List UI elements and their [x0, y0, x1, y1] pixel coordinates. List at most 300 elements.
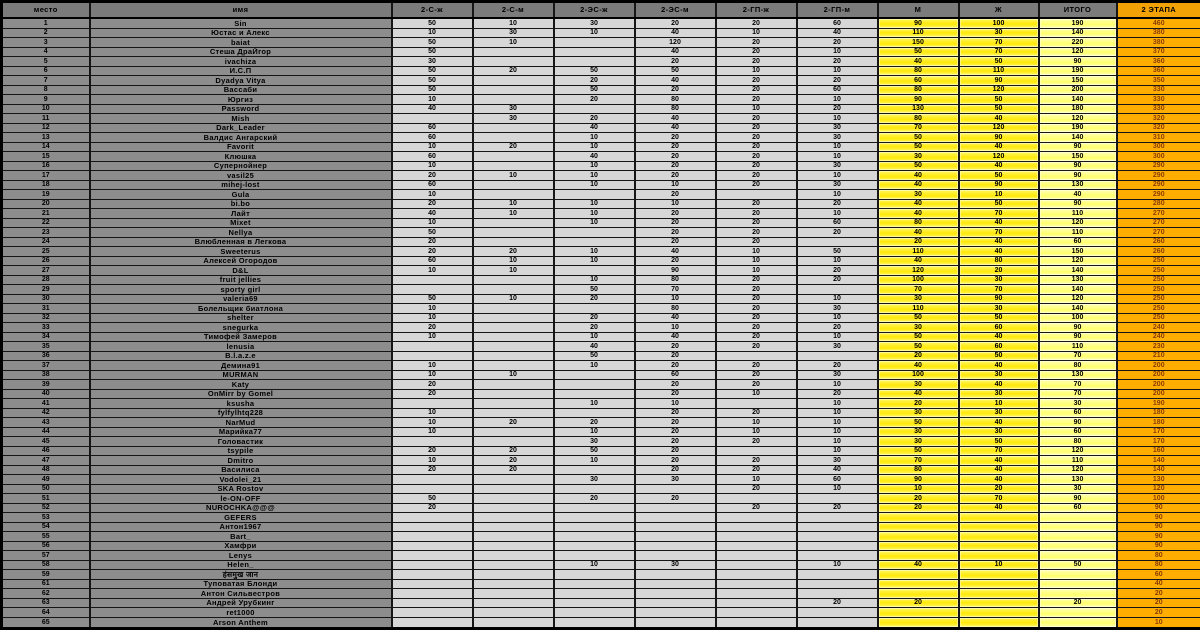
cell-stage-score[interactable] — [554, 541, 635, 551]
cell-total[interactable]: 120 — [1039, 294, 1117, 304]
cell-total[interactable]: 130 — [1039, 275, 1117, 285]
cell-stage-score[interactable]: 10 — [797, 427, 878, 437]
cell-place[interactable]: 49 — [2, 475, 90, 485]
cell-women-total[interactable] — [959, 579, 1039, 589]
cell-total[interactable]: 140 — [1039, 95, 1117, 105]
cell-stage-score[interactable]: 20 — [716, 465, 797, 475]
cell-stage-score[interactable]: 20 — [716, 161, 797, 171]
cell-name[interactable]: Тимофей Замеров — [90, 332, 392, 342]
cell-name[interactable]: Nellya — [90, 228, 392, 238]
cell-two-stage-total[interactable]: 140 — [1117, 465, 1200, 475]
cell-place[interactable]: 44 — [2, 427, 90, 437]
cell-stage-score[interactable]: 20 — [635, 427, 716, 437]
cell-two-stage-total[interactable]: 290 — [1117, 190, 1200, 200]
cell-stage-score[interactable] — [473, 76, 554, 86]
cell-total[interactable]: 140 — [1039, 28, 1117, 38]
cell-men-total[interactable]: 120 — [878, 266, 959, 276]
cell-stage-score[interactable] — [392, 541, 473, 551]
cell-two-stage-total[interactable]: 60 — [1117, 570, 1200, 580]
cell-stage-score[interactable] — [554, 47, 635, 57]
cell-stage-score[interactable]: 20 — [716, 408, 797, 418]
cell-place[interactable]: 9 — [2, 95, 90, 105]
cell-stage-score[interactable]: 20 — [635, 18, 716, 28]
cell-men-total[interactable]: 80 — [878, 114, 959, 124]
cell-stage-score[interactable]: 10 — [554, 275, 635, 285]
cell-name[interactable]: Helen_ — [90, 560, 392, 570]
cell-name[interactable]: Стеша ДраЙгор — [90, 47, 392, 57]
cell-stage-score[interactable]: 20 — [716, 370, 797, 380]
cell-women-total[interactable]: 90 — [959, 133, 1039, 143]
cell-stage-score[interactable]: 10 — [554, 427, 635, 437]
cell-stage-score[interactable]: 20 — [716, 285, 797, 295]
cell-total[interactable]: 60 — [1039, 503, 1117, 513]
cell-name[interactable]: Антон1967 — [90, 522, 392, 532]
cell-stage-score[interactable]: 10 — [716, 475, 797, 485]
cell-total[interactable]: 120 — [1039, 256, 1117, 266]
cell-stage-score[interactable]: 30 — [392, 57, 473, 67]
cell-stage-score[interactable] — [473, 617, 554, 628]
cell-place[interactable]: 20 — [2, 199, 90, 209]
cell-place[interactable]: 39 — [2, 380, 90, 390]
cell-stage-score[interactable]: 10 — [473, 256, 554, 266]
cell-stage-score[interactable] — [392, 484, 473, 494]
cell-women-total[interactable]: 40 — [959, 218, 1039, 228]
cell-stage-score[interactable] — [554, 522, 635, 532]
cell-stage-score[interactable]: 20 — [716, 437, 797, 447]
cell-total[interactable]: 70 — [1039, 351, 1117, 361]
cell-stage-score[interactable]: 50 — [392, 76, 473, 86]
cell-stage-score[interactable]: 20 — [716, 332, 797, 342]
cell-stage-score[interactable]: 40 — [554, 123, 635, 133]
cell-stage-score[interactable]: 50 — [554, 285, 635, 295]
cell-stage-score[interactable] — [554, 38, 635, 48]
cell-name[interactable]: Katy — [90, 380, 392, 390]
cell-men-total[interactable] — [878, 532, 959, 542]
cell-stage-score[interactable]: 10 — [392, 418, 473, 428]
cell-name[interactable]: ret1000 — [90, 608, 392, 618]
cell-place[interactable]: 57 — [2, 551, 90, 561]
cell-two-stage-total[interactable]: 140 — [1117, 456, 1200, 466]
cell-name[interactable]: Sweeterus — [90, 247, 392, 257]
cell-women-total[interactable] — [959, 608, 1039, 618]
cell-stage-score[interactable]: 30 — [635, 475, 716, 485]
cell-stage-score[interactable]: 10 — [554, 133, 635, 143]
cell-two-stage-total[interactable]: 250 — [1117, 275, 1200, 285]
cell-stage-score[interactable]: 10 — [797, 313, 878, 323]
cell-stage-score[interactable] — [473, 560, 554, 570]
cell-stage-score[interactable] — [392, 522, 473, 532]
cell-total[interactable]: 60 — [1039, 427, 1117, 437]
cell-women-total[interactable]: 40 — [959, 503, 1039, 513]
cell-women-total[interactable]: 40 — [959, 332, 1039, 342]
cell-stage-score[interactable]: 90 — [635, 266, 716, 276]
cell-men-total[interactable]: 50 — [878, 133, 959, 143]
cell-stage-score[interactable]: 20 — [554, 95, 635, 105]
cell-stage-score[interactable]: 80 — [635, 304, 716, 314]
cell-men-total[interactable] — [878, 570, 959, 580]
cell-stage-score[interactable]: 10 — [797, 47, 878, 57]
cell-name[interactable]: mihej-lost — [90, 180, 392, 190]
cell-stage-score[interactable] — [473, 437, 554, 447]
cell-stage-score[interactable]: 10 — [635, 294, 716, 304]
cell-women-total[interactable]: 40 — [959, 456, 1039, 466]
cell-name[interactable]: Юстас и Алекс — [90, 28, 392, 38]
cell-stage-score[interactable] — [473, 570, 554, 580]
cell-name[interactable]: SKA Rostov — [90, 484, 392, 494]
cell-men-total[interactable]: 40 — [878, 180, 959, 190]
cell-stage-score[interactable] — [554, 484, 635, 494]
cell-men-total[interactable]: 30 — [878, 408, 959, 418]
cell-total[interactable]: 110 — [1039, 456, 1117, 466]
cell-women-total[interactable] — [959, 617, 1039, 628]
cell-stage-score[interactable]: 10 — [554, 28, 635, 38]
cell-two-stage-total[interactable]: 360 — [1117, 57, 1200, 67]
cell-stage-score[interactable]: 30 — [473, 28, 554, 38]
cell-total[interactable]: 130 — [1039, 475, 1117, 485]
cell-stage-score[interactable]: 20 — [554, 313, 635, 323]
cell-name[interactable]: Bart_ — [90, 532, 392, 542]
cell-total[interactable]: 140 — [1039, 266, 1117, 276]
cell-stage-score[interactable]: 40 — [797, 465, 878, 475]
cell-stage-score[interactable]: 20 — [392, 247, 473, 257]
cell-total[interactable] — [1039, 522, 1117, 532]
cell-stage-score[interactable] — [473, 57, 554, 67]
cell-place[interactable]: 1 — [2, 18, 90, 28]
cell-men-total[interactable]: 30 — [878, 427, 959, 437]
cell-place[interactable]: 63 — [2, 598, 90, 608]
cell-name[interactable]: ksusha — [90, 399, 392, 409]
cell-stage-score[interactable]: 50 — [554, 446, 635, 456]
cell-two-stage-total[interactable]: 250 — [1117, 304, 1200, 314]
cell-stage-score[interactable] — [554, 190, 635, 200]
header-cell-stage-score[interactable]: 2-ЭС-ж — [554, 2, 635, 19]
cell-name[interactable]: OnMirr by Gomel — [90, 389, 392, 399]
cell-stage-score[interactable]: 50 — [392, 85, 473, 95]
cell-stage-score[interactable]: 20 — [473, 66, 554, 76]
cell-men-total[interactable]: 100 — [878, 275, 959, 285]
cell-two-stage-total[interactable]: 200 — [1117, 370, 1200, 380]
cell-stage-score[interactable] — [554, 598, 635, 608]
cell-stage-score[interactable] — [716, 351, 797, 361]
cell-stage-score[interactable] — [473, 228, 554, 238]
cell-stage-score[interactable] — [473, 47, 554, 57]
cell-stage-score[interactable]: 30 — [797, 180, 878, 190]
cell-stage-score[interactable] — [473, 342, 554, 352]
cell-total[interactable]: 190 — [1039, 123, 1117, 133]
cell-stage-score[interactable] — [473, 123, 554, 133]
cell-stage-score[interactable] — [473, 579, 554, 589]
cell-stage-score[interactable] — [716, 617, 797, 628]
cell-total[interactable]: 220 — [1039, 38, 1117, 48]
cell-stage-score[interactable]: 30 — [635, 560, 716, 570]
cell-total[interactable] — [1039, 570, 1117, 580]
cell-stage-score[interactable]: 60 — [797, 85, 878, 95]
cell-stage-score[interactable]: 10 — [392, 456, 473, 466]
cell-stage-score[interactable]: 20 — [716, 484, 797, 494]
cell-stage-score[interactable]: 20 — [473, 247, 554, 257]
cell-stage-score[interactable] — [554, 503, 635, 513]
cell-stage-score[interactable]: 10 — [554, 209, 635, 219]
cell-stage-score[interactable] — [392, 598, 473, 608]
cell-women-total[interactable] — [959, 589, 1039, 599]
cell-stage-score[interactable]: 50 — [392, 228, 473, 238]
cell-two-stage-total[interactable]: 230 — [1117, 342, 1200, 352]
cell-stage-score[interactable]: 60 — [392, 152, 473, 162]
cell-stage-score[interactable]: 50 — [554, 85, 635, 95]
cell-stage-score[interactable]: 10 — [716, 266, 797, 276]
cell-stage-score[interactable]: 20 — [392, 465, 473, 475]
cell-place[interactable]: 26 — [2, 256, 90, 266]
cell-total[interactable]: 180 — [1039, 104, 1117, 114]
cell-stage-score[interactable]: 60 — [392, 256, 473, 266]
cell-women-total[interactable]: 80 — [959, 256, 1039, 266]
cell-men-total[interactable]: 30 — [878, 294, 959, 304]
cell-men-total[interactable]: 40 — [878, 171, 959, 181]
cell-stage-score[interactable]: 10 — [392, 370, 473, 380]
cell-two-stage-total[interactable]: 330 — [1117, 95, 1200, 105]
cell-name[interactable]: ivachiza — [90, 57, 392, 67]
cell-men-total[interactable]: 70 — [878, 123, 959, 133]
cell-two-stage-total[interactable]: 160 — [1117, 446, 1200, 456]
cell-stage-score[interactable] — [473, 85, 554, 95]
cell-stage-score[interactable]: 20 — [635, 152, 716, 162]
cell-stage-score[interactable]: 20 — [797, 57, 878, 67]
cell-stage-score[interactable]: 50 — [554, 66, 635, 76]
cell-stage-score[interactable]: 20 — [392, 380, 473, 390]
cell-stage-score[interactable]: 20 — [797, 275, 878, 285]
cell-men-total[interactable]: 100 — [878, 370, 959, 380]
cell-place[interactable]: 24 — [2, 237, 90, 247]
cell-total[interactable] — [1039, 513, 1117, 523]
cell-total[interactable]: 90 — [1039, 323, 1117, 333]
cell-stage-score[interactable] — [554, 465, 635, 475]
cell-place[interactable]: 52 — [2, 503, 90, 513]
cell-women-total[interactable]: 70 — [959, 209, 1039, 219]
cell-men-total[interactable]: 50 — [878, 161, 959, 171]
cell-stage-score[interactable]: 20 — [716, 209, 797, 219]
header-cell-two-stage-total[interactable]: 2 ЭТАПА — [1117, 2, 1200, 19]
cell-two-stage-total[interactable]: 250 — [1117, 266, 1200, 276]
cell-stage-score[interactable]: 40 — [797, 28, 878, 38]
cell-stage-score[interactable]: 10 — [392, 142, 473, 152]
cell-stage-score[interactable]: 10 — [392, 361, 473, 371]
cell-stage-score[interactable]: 30 — [797, 123, 878, 133]
cell-stage-score[interactable] — [392, 589, 473, 599]
cell-place[interactable]: 61 — [2, 579, 90, 589]
cell-stage-score[interactable]: 10 — [554, 256, 635, 266]
cell-total[interactable]: 150 — [1039, 247, 1117, 257]
cell-name[interactable]: bi.bo — [90, 199, 392, 209]
cell-stage-score[interactable]: 10 — [716, 418, 797, 428]
cell-stage-score[interactable]: 20 — [635, 161, 716, 171]
cell-stage-score[interactable]: 30 — [797, 370, 878, 380]
cell-place[interactable]: 41 — [2, 399, 90, 409]
cell-stage-score[interactable]: 20 — [716, 199, 797, 209]
cell-two-stage-total[interactable]: 100 — [1117, 494, 1200, 504]
cell-name[interactable]: हंसमुख जान — [90, 570, 392, 580]
cell-total[interactable] — [1039, 541, 1117, 551]
cell-men-total[interactable]: 130 — [878, 104, 959, 114]
header-cell-stage-score[interactable]: 2-ГП-м — [797, 2, 878, 19]
cell-stage-score[interactable]: 10 — [797, 380, 878, 390]
cell-stage-score[interactable]: 10 — [392, 408, 473, 418]
cell-stage-score[interactable]: 60 — [392, 180, 473, 190]
cell-stage-score[interactable]: 20 — [635, 256, 716, 266]
cell-stage-score[interactable]: 20 — [716, 304, 797, 314]
cell-stage-score[interactable]: 20 — [716, 237, 797, 247]
cell-women-total[interactable]: 30 — [959, 408, 1039, 418]
cell-stage-score[interactable] — [635, 541, 716, 551]
cell-stage-score[interactable]: 20 — [635, 209, 716, 219]
cell-stage-score[interactable] — [473, 427, 554, 437]
cell-stage-score[interactable]: 50 — [554, 351, 635, 361]
cell-women-total[interactable]: 90 — [959, 294, 1039, 304]
cell-place[interactable]: 65 — [2, 617, 90, 628]
cell-place[interactable]: 45 — [2, 437, 90, 447]
cell-stage-score[interactable]: 10 — [797, 446, 878, 456]
cell-place[interactable]: 56 — [2, 541, 90, 551]
cell-men-total[interactable]: 30 — [878, 380, 959, 390]
cell-stage-score[interactable]: 10 — [392, 28, 473, 38]
cell-stage-score[interactable]: 20 — [635, 456, 716, 466]
cell-men-total[interactable]: 40 — [878, 209, 959, 219]
cell-two-stage-total[interactable]: 290 — [1117, 161, 1200, 171]
cell-stage-score[interactable]: 20 — [716, 342, 797, 352]
cell-stage-score[interactable]: 20 — [716, 456, 797, 466]
cell-two-stage-total[interactable]: 250 — [1117, 313, 1200, 323]
cell-two-stage-total[interactable]: 250 — [1117, 285, 1200, 295]
cell-women-total[interactable]: 40 — [959, 361, 1039, 371]
cell-stage-score[interactable]: 20 — [716, 380, 797, 390]
cell-stage-score[interactable]: 30 — [554, 437, 635, 447]
cell-women-total[interactable]: 40 — [959, 380, 1039, 390]
cell-stage-score[interactable]: 20 — [797, 76, 878, 86]
cell-place[interactable]: 31 — [2, 304, 90, 314]
cell-men-total[interactable]: 40 — [878, 389, 959, 399]
cell-stage-score[interactable]: 20 — [635, 85, 716, 95]
cell-stage-score[interactable] — [473, 190, 554, 200]
cell-women-total[interactable]: 40 — [959, 418, 1039, 428]
cell-two-stage-total[interactable]: 300 — [1117, 152, 1200, 162]
cell-men-total[interactable]: 70 — [878, 285, 959, 295]
cell-stage-score[interactable] — [473, 380, 554, 390]
cell-place[interactable]: 22 — [2, 218, 90, 228]
header-cell-stage-score[interactable]: 2-С-ж — [392, 2, 473, 19]
cell-stage-score[interactable]: 50 — [392, 38, 473, 48]
cell-stage-score[interactable]: 10 — [716, 427, 797, 437]
cell-stage-score[interactable]: 40 — [635, 123, 716, 133]
cell-women-total[interactable]: 30 — [959, 370, 1039, 380]
cell-stage-score[interactable] — [797, 608, 878, 618]
cell-stage-score[interactable] — [797, 617, 878, 628]
cell-women-total[interactable]: 50 — [959, 351, 1039, 361]
cell-total[interactable]: 120 — [1039, 465, 1117, 475]
cell-stage-score[interactable] — [716, 551, 797, 561]
cell-men-total[interactable]: 90 — [878, 95, 959, 105]
cell-stage-score[interactable]: 20 — [797, 228, 878, 238]
cell-men-total[interactable]: 20 — [878, 503, 959, 513]
cell-two-stage-total[interactable]: 280 — [1117, 199, 1200, 209]
cell-stage-score[interactable] — [473, 399, 554, 409]
cell-stage-score[interactable]: 40 — [635, 47, 716, 57]
cell-name[interactable]: Vodolei_21 — [90, 475, 392, 485]
cell-stage-score[interactable]: 20 — [716, 361, 797, 371]
cell-women-total[interactable]: 50 — [959, 199, 1039, 209]
cell-stage-score[interactable] — [716, 522, 797, 532]
cell-stage-score[interactable]: 20 — [635, 380, 716, 390]
cell-place[interactable]: 62 — [2, 589, 90, 599]
cell-women-total[interactable] — [959, 598, 1039, 608]
cell-stage-score[interactable]: 10 — [392, 304, 473, 314]
cell-stage-score[interactable]: 20 — [797, 266, 878, 276]
cell-stage-score[interactable] — [392, 551, 473, 561]
cell-place[interactable]: 55 — [2, 532, 90, 542]
cell-stage-score[interactable] — [797, 589, 878, 599]
cell-stage-score[interactable] — [716, 190, 797, 200]
cell-name[interactable]: Arson Anthem — [90, 617, 392, 628]
cell-stage-score[interactable]: 40 — [635, 114, 716, 124]
cell-stage-score[interactable]: 10 — [797, 560, 878, 570]
cell-stage-score[interactable]: 10 — [473, 171, 554, 181]
cell-total[interactable]: 90 — [1039, 199, 1117, 209]
cell-name[interactable]: Алексей Огородов — [90, 256, 392, 266]
cell-two-stage-total[interactable]: 240 — [1117, 332, 1200, 342]
cell-place[interactable]: 37 — [2, 361, 90, 371]
cell-place[interactable]: 13 — [2, 133, 90, 143]
cell-two-stage-total[interactable]: 200 — [1117, 380, 1200, 390]
cell-stage-score[interactable] — [797, 579, 878, 589]
cell-stage-score[interactable]: 20 — [716, 275, 797, 285]
cell-stage-score[interactable]: 20 — [554, 418, 635, 428]
cell-stage-score[interactable]: 20 — [797, 323, 878, 333]
cell-stage-score[interactable]: 80 — [635, 275, 716, 285]
cell-stage-score[interactable]: 20 — [716, 18, 797, 28]
cell-stage-score[interactable]: 20 — [635, 351, 716, 361]
cell-name[interactable]: Клюшка — [90, 152, 392, 162]
cell-total[interactable]: 190 — [1039, 18, 1117, 28]
cell-two-stage-total[interactable]: 290 — [1117, 180, 1200, 190]
cell-place[interactable]: 14 — [2, 142, 90, 152]
cell-stage-score[interactable]: 10 — [797, 66, 878, 76]
cell-two-stage-total[interactable]: 260 — [1117, 237, 1200, 247]
cell-women-total[interactable]: 70 — [959, 446, 1039, 456]
cell-name[interactable]: Антон Сильвестров — [90, 589, 392, 599]
cell-stage-score[interactable]: 10 — [554, 361, 635, 371]
cell-name[interactable]: le-ON-OFF — [90, 494, 392, 504]
cell-name[interactable]: И.С.П — [90, 66, 392, 76]
cell-women-total[interactable]: 100 — [959, 18, 1039, 28]
cell-total[interactable]: 100 — [1039, 313, 1117, 323]
cell-stage-score[interactable]: 20 — [635, 408, 716, 418]
cell-place[interactable]: 23 — [2, 228, 90, 238]
cell-two-stage-total[interactable]: 80 — [1117, 551, 1200, 561]
cell-men-total[interactable]: 110 — [878, 304, 959, 314]
cell-stage-score[interactable]: 20 — [716, 142, 797, 152]
cell-women-total[interactable]: 90 — [959, 76, 1039, 86]
cell-name[interactable]: Lenys — [90, 551, 392, 561]
cell-men-total[interactable] — [878, 522, 959, 532]
cell-place[interactable]: 2 — [2, 28, 90, 38]
cell-total[interactable]: 150 — [1039, 152, 1117, 162]
cell-name[interactable]: D&L — [90, 266, 392, 276]
cell-stage-score[interactable] — [473, 285, 554, 295]
cell-stage-score[interactable]: 10 — [392, 161, 473, 171]
cell-stage-score[interactable]: 20 — [716, 218, 797, 228]
cell-women-total[interactable] — [959, 551, 1039, 561]
cell-stage-score[interactable] — [554, 57, 635, 67]
cell-stage-score[interactable] — [797, 532, 878, 542]
cell-name[interactable]: Валдис Ангарский — [90, 133, 392, 143]
